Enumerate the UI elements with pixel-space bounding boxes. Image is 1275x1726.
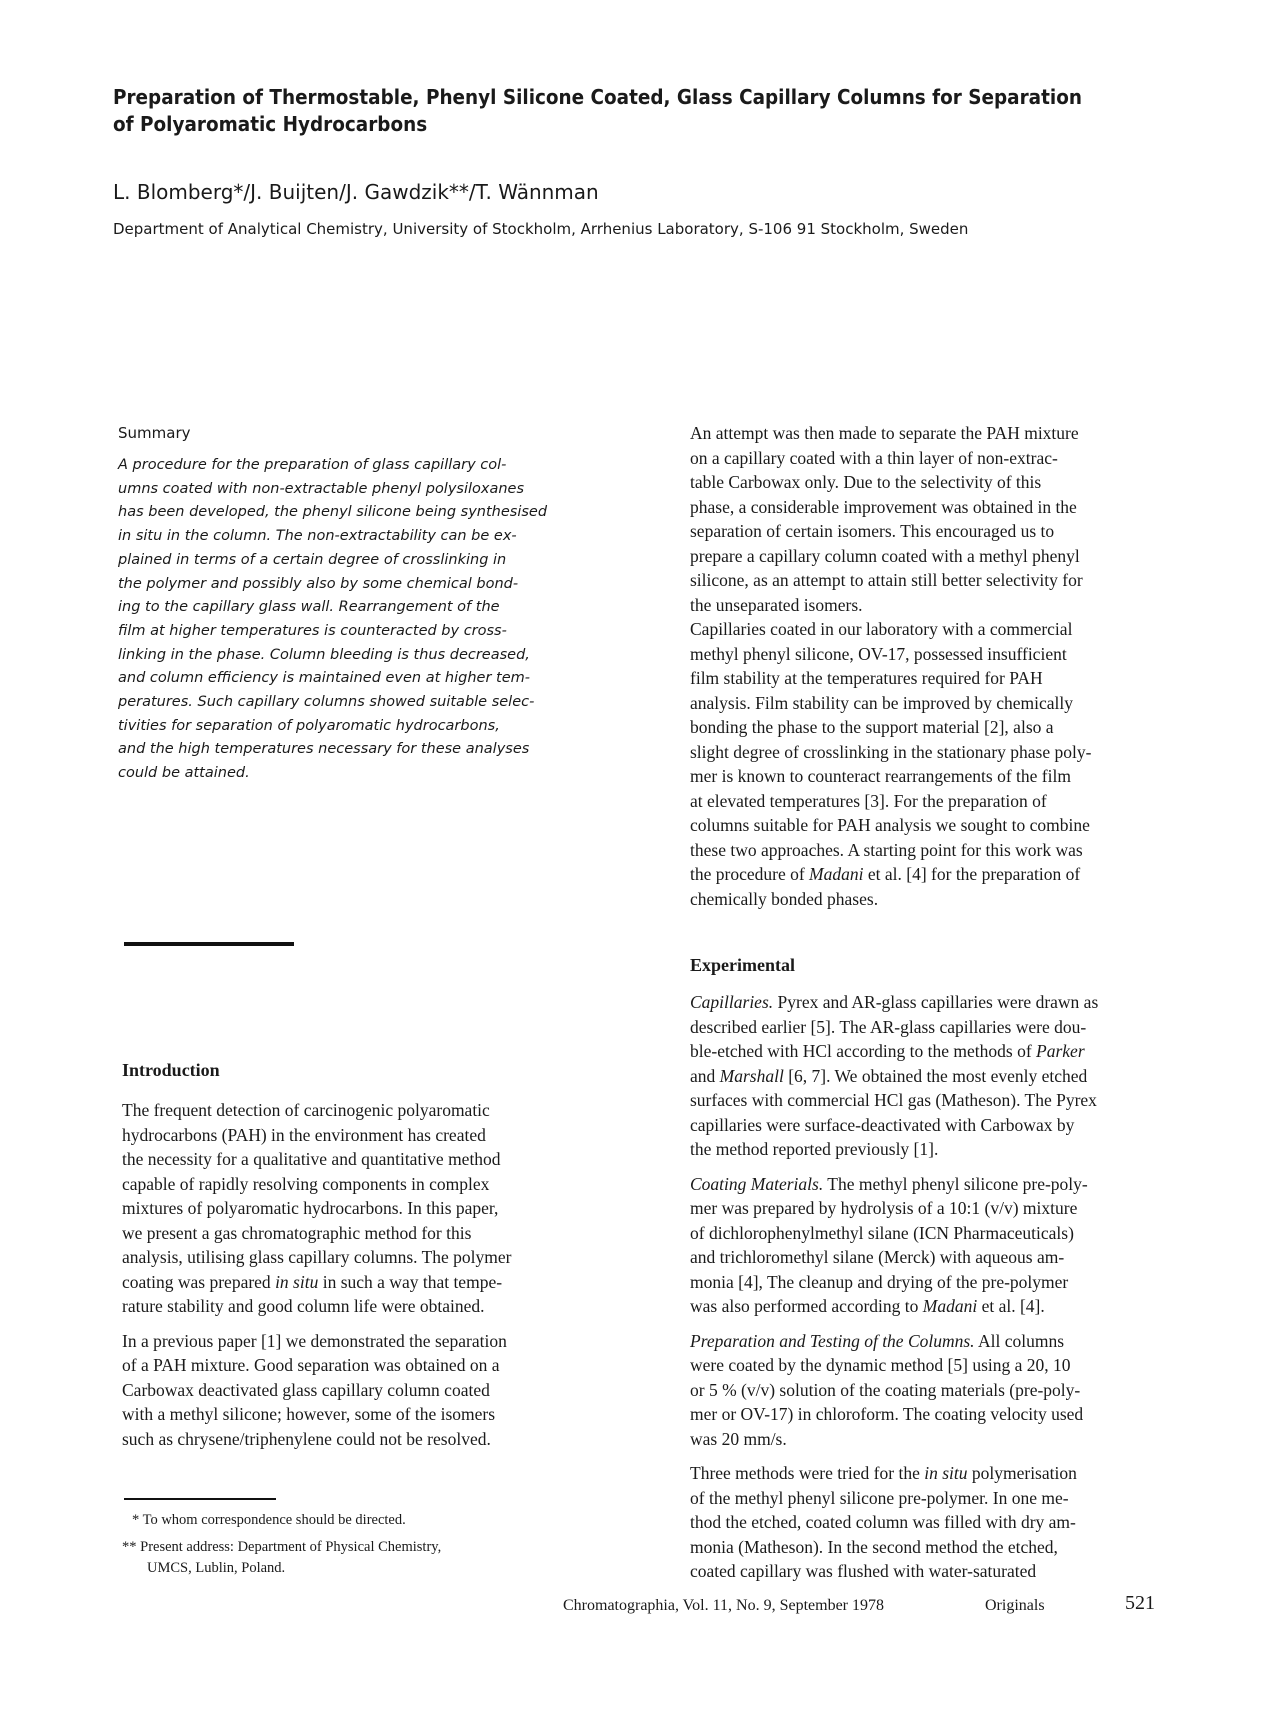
text-line [690, 862, 1170, 887]
text-line [690, 1329, 1170, 1354]
text-line: mixtures of polyaromatic hydrocarbons. In this paper, [122, 1198, 499, 1218]
text-fragment: Pyrex and AR-glass capillaries were drawn as [773, 992, 1099, 1012]
title-line: Preparation of Thermostable, Phenyl Silicone Coated, Glass Capillary Columns for Separation [113, 85, 1082, 109]
text-fragment: Three methods were tried for the [690, 1463, 925, 1483]
author-name: Madani [922, 1296, 978, 1316]
paper-title [113, 84, 1082, 138]
experimental-body [690, 990, 1170, 1594]
summary-line: umns coated with non-extractable phenyl polysiloxanes [118, 480, 525, 497]
text-fragment: The methyl phenyl silicone pre-poly- [823, 1173, 1088, 1194]
text-line: these two approaches. A starting point for this work was [690, 839, 1083, 860]
summary-divider [124, 942, 294, 946]
summary-line: plained in terms of a certain degree of crosslinking in [118, 551, 507, 568]
summary-body [118, 454, 608, 786]
right-column [690, 421, 1170, 911]
text-fragment: polymerisation [967, 1463, 1077, 1483]
summary-section [118, 424, 608, 786]
summary-line: ing to the capillary glass wall. Rearrangement of the [118, 599, 500, 616]
section-label: Originals [985, 1597, 1045, 1614]
text-line: capable of rapidly resolving components in complex [122, 1173, 490, 1194]
body-paragraph [690, 421, 1170, 617]
run-in-heading: Coating Materials. [690, 1173, 824, 1194]
text-line: bonding the phase to the support material [2], also a [690, 717, 1054, 737]
affiliation: Department of Analytical Chemistry, University of Stockholm, Arrhenius Laboratory, S-106 91 Stockholm, Sweden [113, 220, 969, 238]
footnotes [122, 1510, 612, 1579]
summary-line: in situ in the column. The non-extractability can be ex- [118, 528, 517, 545]
text-line: such as chrysene/triphenylene could not be resolved. [122, 1428, 491, 1449]
column-preparation-paragraph [690, 1329, 1170, 1452]
text-line: the method reported previously [1]. [690, 1139, 939, 1159]
footnote: UMCS, Lublin, Poland. [147, 1560, 286, 1576]
summary-heading: Summary [118, 424, 191, 442]
text-line: the unseparated isomers. [690, 594, 863, 615]
summary-line: film at higher temperatures is counteracted by cross- [118, 622, 507, 639]
journal-citation: Chromatographia, Vol. 11, No. 9, September 1978 [563, 1597, 884, 1614]
text-line: we present a gas chromatographic method for this [122, 1222, 472, 1243]
text-line: silicone, as an attempt to attain still better selectivity for [690, 570, 1083, 590]
summary-line: could be attained. [118, 765, 250, 782]
text-line: chemically bonded phases. [690, 888, 879, 909]
text-line: with a methyl silicone; however, some of the isomers [122, 1404, 496, 1424]
text-line: slight degree of crosslinking in the stationary phase poly- [690, 741, 1092, 762]
text-line: Carbowax deactivated glass capillary column coated [122, 1379, 490, 1400]
text-line: and trichloromethyl silane (Merck) with aqueous am- [690, 1247, 1065, 1267]
text-line: described earlier [5]. The AR-glass capillaries were dou- [690, 1016, 1087, 1037]
text-line [690, 1172, 1170, 1197]
text-line: An attempt was then made to separate the PAH mixture [690, 423, 1079, 443]
summary-line: peratures. Such capillary columns showed suitable selec- [118, 694, 535, 711]
text-line: film stability at the temperatures required for PAH [690, 668, 1043, 688]
text-line: on a capillary coated with a thin layer of non-extrac- [690, 447, 1058, 468]
text-fragment: in such a way that tempe- [318, 1271, 503, 1292]
text-line: was 20 mm/s. [690, 1428, 787, 1449]
footnote-divider [124, 1498, 276, 1500]
summary-line: tivities for separation of polyaromatic hydrocarbons, [118, 717, 500, 734]
text-line: capillaries were surface-deactivated with Carbowax by [690, 1114, 1075, 1135]
text-line: separation of certain isomers. This encouraged us to [690, 521, 1055, 541]
text-fragment: the procedure of [690, 864, 810, 884]
text-fragment: was also performed according to [690, 1296, 923, 1316]
polymerisation-paragraph [690, 1461, 1170, 1584]
text-line: Capillaries coated in our laboratory with a commercial [690, 619, 1073, 639]
text-line [690, 1064, 1170, 1089]
author-name: Madani [809, 864, 864, 884]
text-line: phase, a considerable improvement was obtained in the [690, 496, 1077, 517]
text-line [122, 1270, 612, 1295]
text-line: rature stability and good column life were obtained. [122, 1296, 485, 1316]
text-fragment: ble-etched with HCl according to the methods of [690, 1041, 1037, 1061]
introduction-paragraph [122, 1329, 612, 1452]
introduction-heading: Introduction [122, 1060, 220, 1080]
text-line [690, 1294, 1170, 1319]
text-line: coated capillary was flushed with water-saturated [690, 1561, 1037, 1581]
capillaries-paragraph [690, 990, 1170, 1162]
authors: L. Blomberg*/J. Buijten/J. Gawdzik**/T. Wännman [113, 180, 599, 204]
footnote: * To whom correspondence should be directed. [132, 1512, 406, 1528]
text-line: surfaces with commercial HCl gas (Matheson). The Pyrex [690, 1090, 1097, 1110]
text-line: were coated by the dynamic method [5] using a 20, 10 [690, 1355, 1071, 1375]
introduction-paragraph [122, 1098, 612, 1319]
text-line: mer was prepared by hydrolysis of a 10:1 (v/v) mixture [690, 1198, 1078, 1218]
text-line: The frequent detection of carcinogenic polyaromatic [122, 1100, 490, 1120]
text-line: analysis. Film stability can be improved by chemically [690, 692, 1073, 713]
summary-line: and the high temperatures necessary for these analyses [118, 741, 530, 758]
summary-line: and column efficiency is maintained even at higher tem- [118, 670, 530, 687]
introduction-body [122, 1098, 612, 1461]
text-line [690, 990, 1170, 1015]
italic-term: in situ [275, 1271, 319, 1292]
text-fragment: All columns [974, 1330, 1065, 1351]
text-line: or 5 % (v/v) solution of the coating materials (pre-poly- [690, 1379, 1081, 1400]
page-number: 521 [1125, 1592, 1155, 1614]
text-line: of a PAH mixture. Good separation was obtained on a [122, 1355, 500, 1375]
summary-line: linking in the phase. Column bleeding is thus decreased, [118, 646, 530, 663]
text-line: the necessity for a qualitative and quantitative method [122, 1149, 501, 1169]
text-line: methyl phenyl silicone, OV-17, possessed insufficient [690, 643, 1067, 664]
text-fragment: et al. [4]. [977, 1296, 1045, 1316]
author-name: Parker [1036, 1041, 1085, 1061]
text-line: thod the etched, coated column was filled with dry am- [690, 1512, 1076, 1532]
footnote: ** Present address: Department of Physical Chemistry, [122, 1539, 442, 1555]
coating-materials-paragraph [690, 1172, 1170, 1319]
text-line: hydrocarbons (PAH) in the environment has created [122, 1124, 486, 1145]
experimental-heading: Experimental [690, 955, 795, 975]
text-line: mer or OV-17) in chloroform. The coating velocity used [690, 1404, 1084, 1424]
text-line: monia [4], The cleanup and drying of the pre-polymer [690, 1271, 1069, 1292]
summary-line: A procedure for the preparation of glass capillary col- [118, 457, 507, 473]
text-line: mer is known to counteract rearrangements of the film [690, 766, 1071, 786]
text-line: of dichlorophenylmethyl silane (ICN Pharmaceuticals) [690, 1222, 1074, 1243]
text-fragment: coating was prepared [122, 1271, 276, 1292]
text-line [690, 1039, 1170, 1064]
author-name: Marshall [719, 1065, 784, 1086]
text-fragment: [6, 7]. We obtained the most evenly etched [783, 1065, 1088, 1086]
text-fragment: and [690, 1065, 720, 1086]
text-line: of the methyl phenyl silicone pre-polymer. In one me- [690, 1487, 1069, 1508]
text-line: prepare a capillary column coated with a methyl phenyl [690, 545, 1080, 566]
text-line: columns suitable for PAH analysis we sought to combine [690, 815, 1090, 835]
text-line: at elevated temperatures [3]. For the preparation of [690, 790, 1047, 811]
summary-line: has been developed, the phenyl silicone being synthesised [118, 504, 548, 521]
text-fragment: et al. [4] for the preparation of [863, 864, 1081, 884]
run-in-heading: Preparation and Testing of the Columns. [690, 1330, 975, 1351]
body-paragraph [690, 617, 1170, 911]
text-line: monia (Matheson). In the second method the etched, [690, 1536, 1058, 1557]
text-line: table Carbowax only. Due to the selectivity of this [690, 472, 1042, 492]
text-line: analysis, utilising glass capillary columns. The polymer [122, 1247, 512, 1267]
text-line: In a previous paper [1] we demonstrated the separation [122, 1330, 507, 1351]
run-in-heading: Capillaries. [690, 992, 774, 1012]
title-block [113, 84, 1113, 138]
title-line: of Polyaromatic Hydrocarbons [113, 112, 428, 136]
italic-term: in situ [924, 1463, 968, 1483]
summary-line: the polymer and possibly also by some chemical bond- [118, 575, 519, 592]
text-line [690, 1461, 1170, 1486]
